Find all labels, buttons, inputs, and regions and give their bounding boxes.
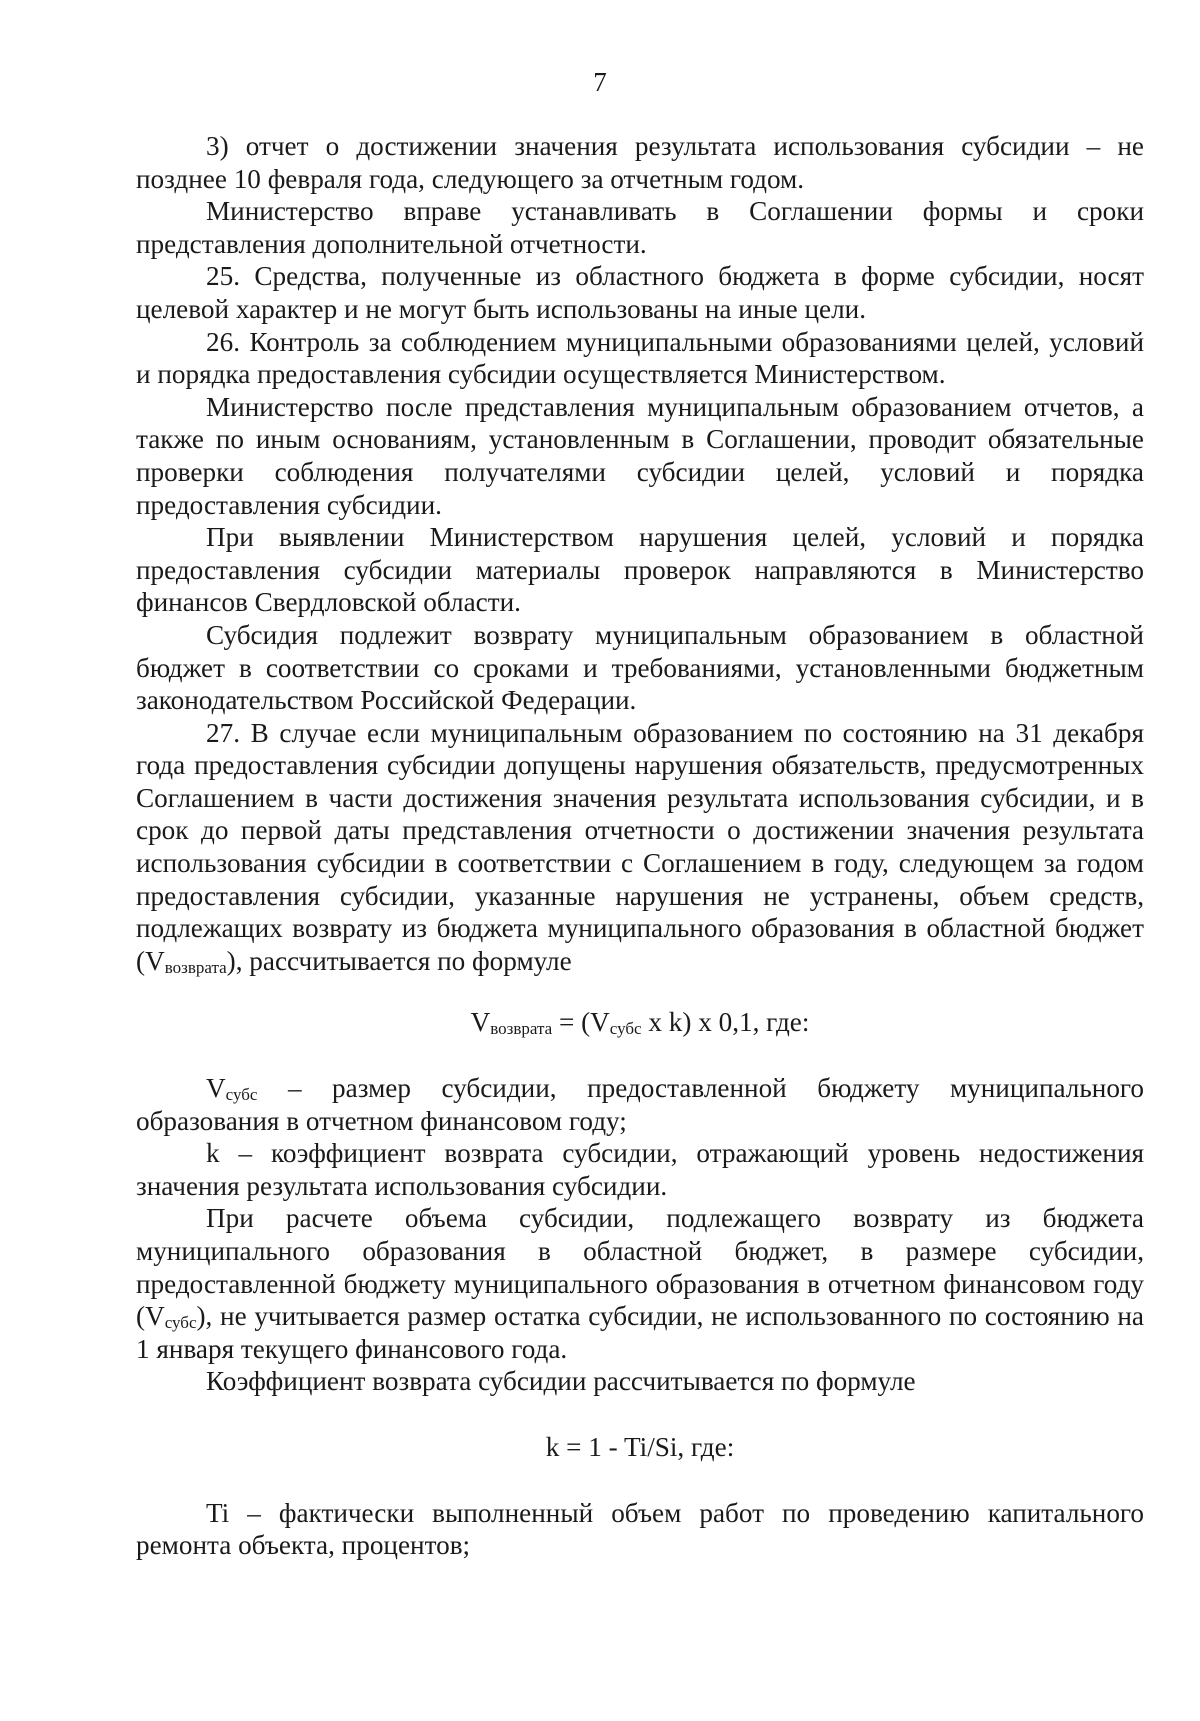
paragraph-report-deadline: 3) отчет о достижении значения результата использования субсидии – не позднее 10 февраля года, следующего за отчетным годом. <box>136 131 1144 194</box>
v-subs-subscript: субс <box>225 1085 258 1105</box>
paragraph-item-26: 26. Контроль за соблюдением муниципальными образованиями целей, условий и порядка предоставления субсидии осуществляется Министерством. <box>136 326 1144 390</box>
formula-coefficient: k = 1 - Ti/Si, где: <box>545 1431 735 1462</box>
paragraph-item-25: 25. Средства, полученные из областного бюджета в форме субсидии, носят целевой характер и не могут быть использованы на иные цели. <box>136 261 1144 324</box>
paragraph-v-subs-definition <box>136 1072 1144 1137</box>
formula-return-volume <box>136 1006 1144 1039</box>
formula-v-return: V <box>470 1007 491 1038</box>
formula-v-subs: V <box>590 1007 610 1038</box>
item-27-text-end: ), рассчитывается по формуле <box>226 945 572 976</box>
paragraph-ministry-checks: Министерство после представления муниципальным образованием отчетов, а также по иным основаниям, установленным в Соглашении, проводит обязательные проверки соблюдения получателями субсидии целей, условий и порядка предоставления субсидии. <box>136 391 1144 520</box>
paragraph-k-definition: k – коэффициент возврата субсидии, отражающий уровень недостижения значения результата использования субсидии. <box>136 1138 1144 1201</box>
formula-v-subs-subscript: субс <box>609 1019 642 1039</box>
paragraph-ti-definition: Ti – фактически выполненный объем работ по проведению капитального ремонта объекта, процентов; <box>136 1497 1144 1561</box>
paragraph-additional-reporting: Министерство вправе устанавливать в Соглашении формы и сроки представления дополнительной отчетности. <box>136 196 1144 259</box>
v-subs-symbol-2: V <box>145 1301 165 1332</box>
document-body <box>136 130 1144 1562</box>
paragraph-subsidy-return: Субсидия подлежит возврату муниципальным образованием в областной бюджет в соответствии со сроками и требованиями, установленными бюджетным законодательством Российской Федерации. <box>136 619 1144 716</box>
formula-v-return-subscript: возврата <box>490 1019 553 1039</box>
v-subs-definition-text: – размер субсидии, предоставленной бюджету муниципального образования в отчетном финансовом году; <box>136 1073 1144 1136</box>
page-number: 7 <box>593 67 607 97</box>
v-return-subscript: возврата <box>164 957 227 977</box>
paragraph-calculation-note <box>136 1202 1144 1365</box>
calculation-note-text-end: ), не учитывается размер остатка субсидии, не использованного по состоянию на 1 января текущего финансового года. <box>136 1301 1144 1364</box>
formula-tail: x k) x 0,1, где: <box>641 1007 810 1038</box>
paragraph-item-27 <box>136 717 1144 978</box>
formula-open: = ( <box>552 1007 591 1038</box>
v-subs-symbol: V <box>206 1073 226 1104</box>
v-subs-subscript-2: субс <box>164 1313 197 1333</box>
paragraph-coefficient-intro: Коэффициент возврата субсидии рассчитывается по формуле <box>206 1366 916 1397</box>
item-27-text: 27. В случае если муниципальным образованием по состоянию на 31 декабря года предоставления субсидии допущены нарушения обязательств, предусмотренных Соглашением в части достижения значения результата использования субсидии, и в срок до первой даты представления отчетности о достижении значения результата использования субсидии в соответствии с Соглашением в году, следующем за годом предоставления субсидии, указанные нарушения не устранены, объем средств, подлежащих возврату из бюджета муниципального образования в областной бюджет ( <box>136 717 1144 976</box>
paragraph-violations: При выявлении Министерством нарушения целей, условий и порядка предоставления субсидии материалы проверок направляются в Министерство финансов Свердловской области. <box>136 522 1144 618</box>
calculation-note-text: При расчете объема субсидии, подлежащего возврату из бюджета муниципального образования в областной бюджет, в размере субсидии, предоставленной бюджету муниципального образования в отчетном финансовом году ( <box>136 1203 1144 1332</box>
v-return-symbol: V <box>145 945 165 976</box>
